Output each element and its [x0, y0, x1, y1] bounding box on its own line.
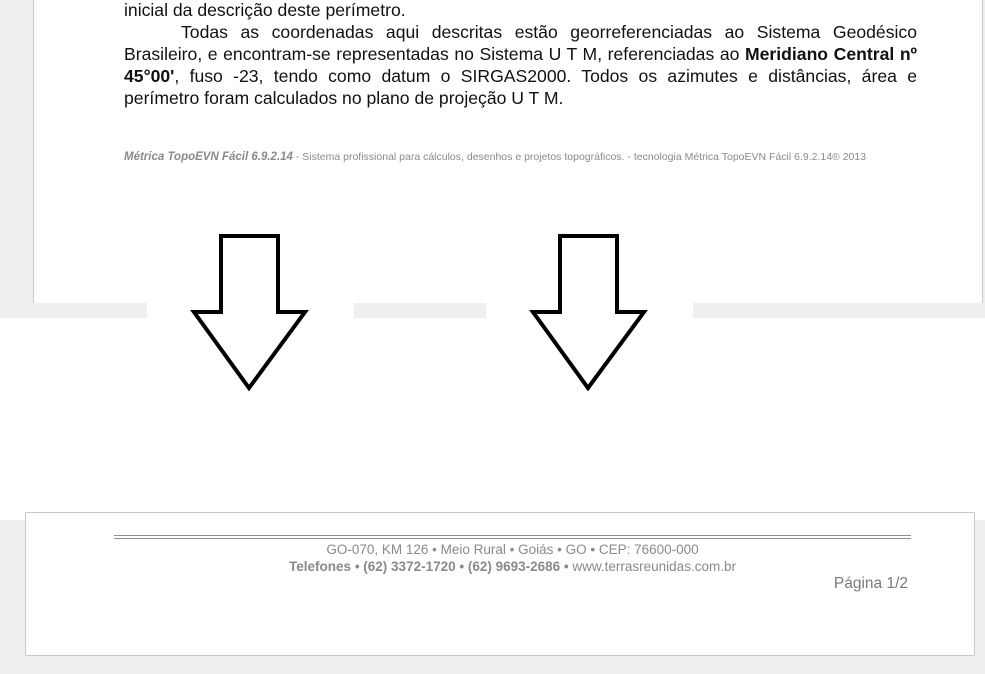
software-brand: Métrica TopoEVN Fácil 6.9.2.14 — [124, 151, 293, 163]
down-arrow-icon — [190, 233, 310, 393]
footer-phones: Telefones • (62) 3372-1720 • (62) 9693-2686 • — [289, 559, 569, 574]
separator: - — [624, 151, 634, 163]
software-technology: tecnologia Métrica TopoEVN Fácil 6.9.2.14® 2013 — [633, 151, 867, 163]
page-number: Página 1/2 — [833, 575, 908, 592]
text-segment: Todas as coordenadas aqui descritas estão georreferenciadas ao Sistema Geodésico Brasileiro, e encontram-se representadas no Sistema U T M, referenciadas ao — [124, 22, 917, 64]
footer-website: www.terrasreunidas.com.br — [568, 559, 736, 574]
band-gap — [693, 303, 985, 318]
band-gap — [0, 303, 147, 318]
footer-contact — [114, 559, 911, 575]
page-cut-band — [0, 303, 985, 520]
text-segment: , fuso -23, tendo como datum o SIRGAS2000. Todos os azimutes e distâncias, área e perímetro foram calculados no plano de projeção U T M. — [124, 66, 917, 108]
software-description: - Sistema profissional para cálculos, desenhos e projetos topográficos. — [292, 151, 625, 163]
meridian-reference: Meridiano Central nº 45°00' — [124, 44, 917, 86]
software-credit — [124, 150, 917, 164]
footer-divider — [114, 538, 911, 539]
paragraph-coordinates — [124, 0, 917, 21]
document-body — [124, 0, 917, 123]
footer-address: GO-070, KM 126 • Meio Rural • Goiás • GO • CEP: 76600-000 — [326, 542, 699, 557]
text-segment: inicial da descrição deste perímetro. — [124, 0, 406, 20]
footer-divider — [114, 535, 911, 536]
document-page-top — [33, 0, 983, 304]
band-gap — [354, 303, 486, 318]
document-page-bottom — [25, 512, 975, 656]
down-arrow-icon — [529, 233, 649, 393]
paragraph-georeference — [124, 21, 917, 109]
